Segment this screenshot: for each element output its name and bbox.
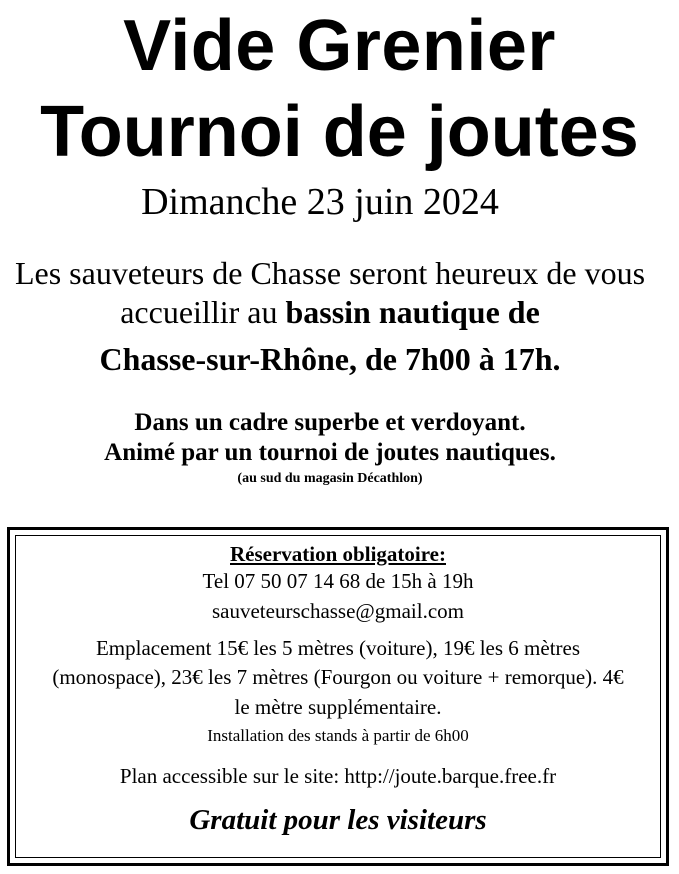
intro-location-hours: Chasse-sur-Rhône, de 7h00 à 17h.	[99, 341, 561, 378]
intro-text: Les sauveteurs de Chasse seront heureux de vous accueillir au	[14, 255, 646, 331]
reservation-phone: Tel 07 50 07 14 68 de 15h à 19h	[202, 569, 474, 594]
title-tournoi-de-joutes: Tournoi de joutes	[40, 92, 639, 172]
intro-location-bold: bassin nautique de	[285, 294, 540, 331]
free-for-visitors: Gratuit pour les visiteurs	[189, 804, 487, 837]
setting-line-2: Animé par un tournoi de joutes nautiques.	[104, 439, 556, 466]
intro-paragraph	[0, 254, 660, 379]
location-note: (au sud du magasin Décathlon)	[237, 471, 423, 486]
plan-website[interactable]: Plan accessible sur le site: http://joute.barque.free.fr	[119, 763, 557, 788]
setting-description	[0, 408, 660, 488]
title-vide-grenier: Vide Grenier	[123, 6, 556, 86]
installation-time: Installation des stands à partir de 6h00	[207, 726, 469, 746]
reservation-box-inner	[15, 535, 661, 858]
reservation-email[interactable]: sauveteurschasse@gmail.com	[211, 598, 464, 623]
reservation-title: Réservation obligatoire:	[230, 542, 446, 566]
pricing-text: Emplacement 15€ les 5 mètres (voiture), 19€ les 6 mètres (monospace), 23€ les 7 mètres (Fourgon ou voiture + remorque). 4€ le mètre supplémentaire.	[52, 635, 624, 719]
event-date: Dimanche 23 juin 2024	[141, 181, 499, 223]
setting-line-1: Dans un cadre superbe et verdoyant.	[134, 409, 526, 436]
reservation-box	[7, 527, 669, 866]
